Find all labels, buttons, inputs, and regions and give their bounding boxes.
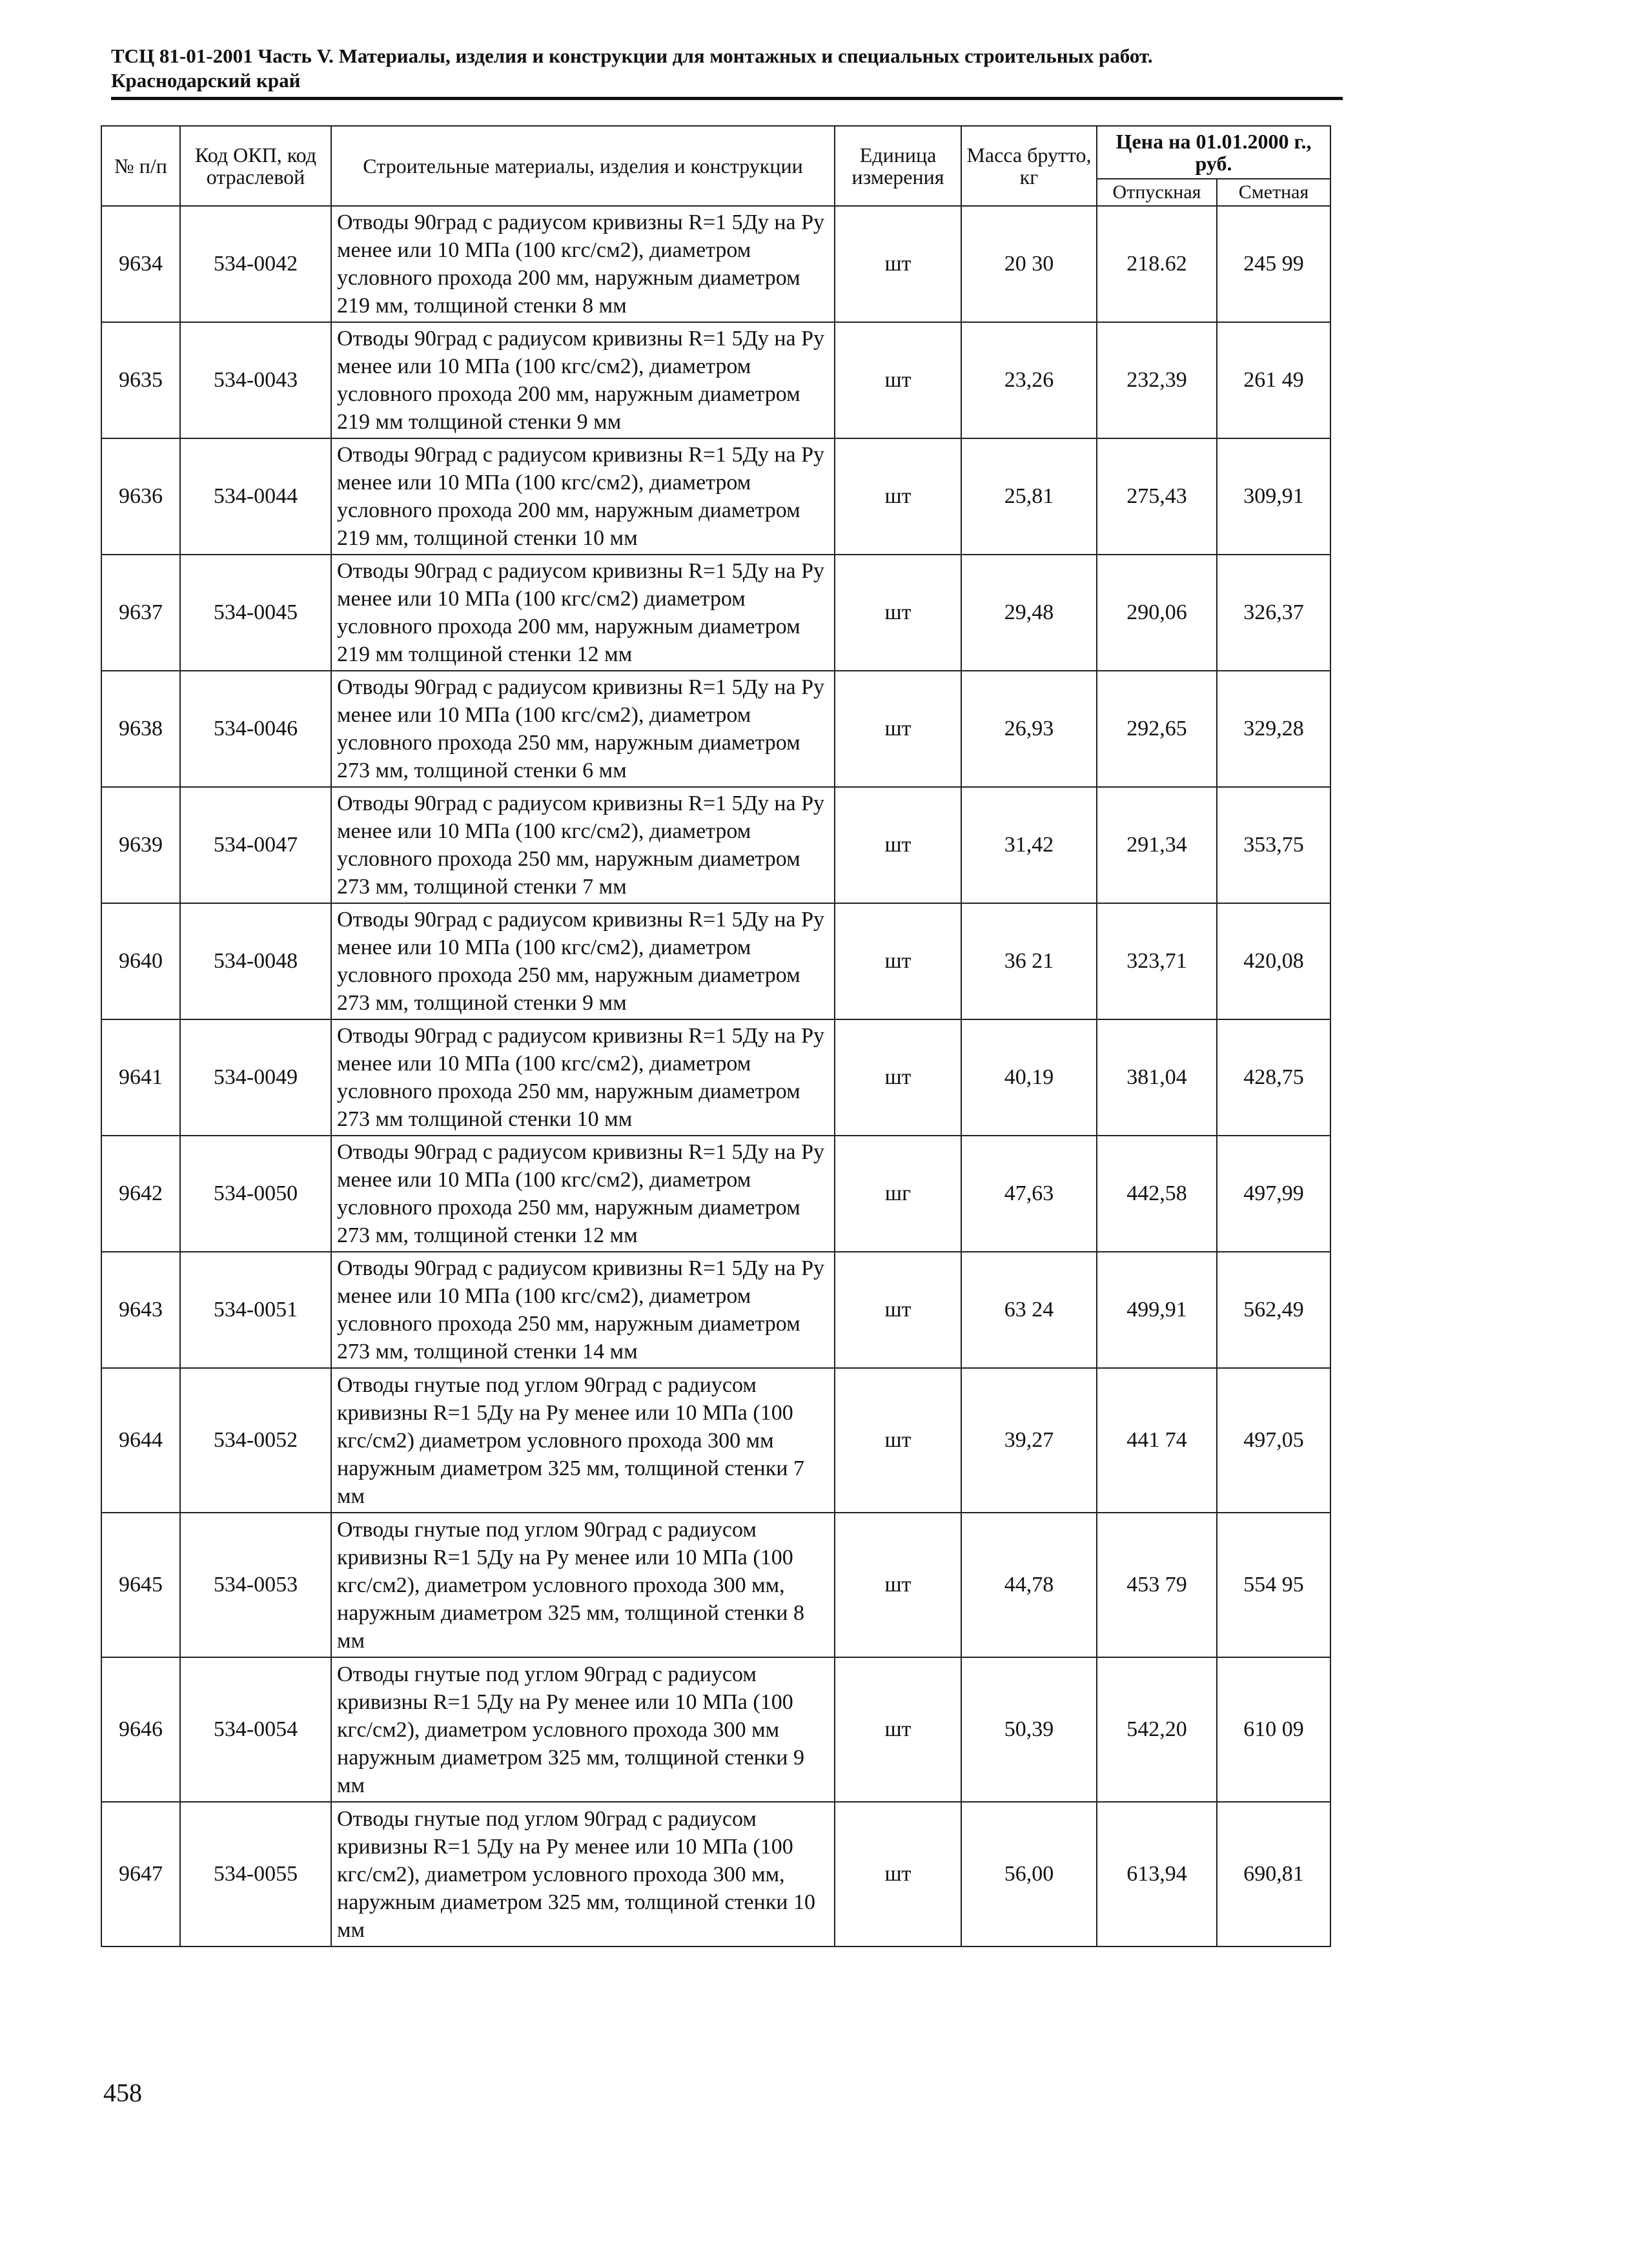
cell-unit: шт <box>835 1657 961 1802</box>
cell-code: 534-0045 <box>180 555 331 671</box>
price-table <box>101 125 1331 1947</box>
table-body <box>101 206 1330 1946</box>
cell-price-release: 613,94 <box>1097 1802 1217 1946</box>
table-row <box>101 787 1330 903</box>
header-price-release: Отпускная <box>1097 179 1217 206</box>
cell-mass: 36 21 <box>961 903 1097 1019</box>
table-row <box>101 322 1330 438</box>
cell-price-release: 291,34 <box>1097 787 1217 903</box>
cell-description: Отводы 90град с радиусом кривизны R=1 5Ду на Ру менее или 10 МПа (100 кгс/см2), диаметром условного прохода 250 мм, наружным диаметром 273 мм толщиной стенки 10 мм <box>331 1019 835 1136</box>
cell-price-estimate: 420,08 <box>1217 903 1330 1019</box>
header-num: № п/п <box>101 126 180 206</box>
cell-mass: 63 24 <box>961 1252 1097 1368</box>
cell-price-estimate: 245 99 <box>1217 206 1330 322</box>
cell-code: 534-0048 <box>180 903 331 1019</box>
cell-unit: шт <box>835 1513 961 1657</box>
cell-mass: 25,81 <box>961 438 1097 555</box>
cell-description: Отводы 90град с радиусом кривизны R=1 5Ду на Ру менее или 10 МПа (100 кгс/см2), диаметром условного прохода 200 мм, наружным диаметром 219 мм, толщиной стенки 10 мм <box>331 438 835 555</box>
cell-price-estimate: 690,81 <box>1217 1802 1330 1946</box>
cell-code: 534-0049 <box>180 1019 331 1136</box>
cell-code: 534-0051 <box>180 1252 331 1368</box>
cell-mass: 50,39 <box>961 1657 1097 1802</box>
header-okp: Код ОКП, код отраслевой <box>180 126 331 206</box>
cell-num: 9642 <box>101 1136 180 1252</box>
cell-mass: 47,63 <box>961 1136 1097 1252</box>
cell-num: 9646 <box>101 1657 180 1802</box>
cell-price-estimate: 562,49 <box>1217 1252 1330 1368</box>
table-row <box>101 671 1330 787</box>
cell-mass: 20 30 <box>961 206 1097 322</box>
cell-mass: 26,93 <box>961 671 1097 787</box>
header-mass: Масса брутто, кг <box>961 126 1097 206</box>
cell-price-release: 290,06 <box>1097 555 1217 671</box>
header-unit: Единица измерения <box>835 126 961 206</box>
table-row <box>101 1802 1330 1946</box>
cell-mass: 39,27 <box>961 1368 1097 1513</box>
cell-unit: шт <box>835 1802 961 1946</box>
region-title: Краснодарский край <box>111 69 301 92</box>
cell-unit: шт <box>835 322 961 438</box>
cell-price-estimate: 497,05 <box>1217 1368 1330 1513</box>
cell-mass: 56,00 <box>961 1802 1097 1946</box>
table-row <box>101 1657 1330 1802</box>
cell-num: 9644 <box>101 1368 180 1513</box>
cell-description: Отводы 90град с радиусом кривизны R=1 5Ду на Ру менее или 10 МПа (100 кгс/см2), диаметром условного прохода 250 мм, наружным диаметром 273 мм, толщиной стенки 9 мм <box>331 903 835 1019</box>
cell-code: 534-0046 <box>180 671 331 787</box>
cell-unit: шт <box>835 206 961 322</box>
cell-code: 534-0047 <box>180 787 331 903</box>
cell-unit: шт <box>835 671 961 787</box>
cell-num: 9647 <box>101 1802 180 1946</box>
cell-code: 534-0044 <box>180 438 331 555</box>
table-row <box>101 1368 1330 1513</box>
cell-price-estimate: 309,91 <box>1217 438 1330 555</box>
cell-price-release: 232,39 <box>1097 322 1217 438</box>
cell-unit: шт <box>835 1368 961 1513</box>
cell-num: 9634 <box>101 206 180 322</box>
page-number: 458 <box>103 2078 142 2107</box>
cell-price-estimate: 428,75 <box>1217 1019 1330 1136</box>
cell-mass: 31,42 <box>961 787 1097 903</box>
cell-price-release: 275,43 <box>1097 438 1217 555</box>
cell-unit: шг <box>835 1136 961 1252</box>
cell-num: 9638 <box>101 671 180 787</box>
cell-price-release: 542,20 <box>1097 1657 1217 1802</box>
cell-description: Отводы 90град с радиусом кривизны R=1 5Ду на Ру менее или 10 МПа (100 кгс/см2), диаметром условного прохода 200 мм, наружным диаметром 219 мм толщиной стенки 9 мм <box>331 322 835 438</box>
cell-unit: шт <box>835 438 961 555</box>
cell-price-release: 442,58 <box>1097 1136 1217 1252</box>
cell-price-estimate: 610 09 <box>1217 1657 1330 1802</box>
cell-price-estimate: 554 95 <box>1217 1513 1330 1657</box>
document-title: ТСЦ 81-01-2001 Часть V. Материалы, изделия и конструкции для монтажных и специальных строительных работ. <box>111 45 1153 67</box>
cell-description: Отводы гнутые под углом 90град с радиусом кривизны R=1 5Ду на Ру менее или 10 МПа (100 кгс/см2), диаметром условного прохода 300 мм наружным диаметром 325 мм, толщиной стенки 9 мм <box>331 1657 835 1802</box>
cell-unit: шт <box>835 1019 961 1136</box>
cell-code: 534-0055 <box>180 1802 331 1946</box>
cell-code: 534-0050 <box>180 1136 331 1252</box>
cell-description: Отводы 90град с радиусом кривизны R=1 5Ду на Ру менее или 10 МПа (100 кгс/см2), диаметром условного прохода 250 мм, наружным диаметром 273 мм, толщиной стенки 6 мм <box>331 671 835 787</box>
cell-mass: 29,48 <box>961 555 1097 671</box>
table-row <box>101 1136 1330 1252</box>
cell-unit: шт <box>835 787 961 903</box>
page-header <box>111 44 1338 93</box>
cell-price-estimate: 326,37 <box>1217 555 1330 671</box>
cell-num: 9635 <box>101 322 180 438</box>
cell-price-release: 441 74 <box>1097 1368 1217 1513</box>
cell-unit: шт <box>835 555 961 671</box>
table-row <box>101 1252 1330 1368</box>
cell-description: Отводы 90град с радиусом кривизны R=1 5Ду на Ру менее или 10 МПа (100 кгс/см2), диаметром условного прохода 250 мм, наружным диаметром 273 мм, толщиной стенки 12 мм <box>331 1136 835 1252</box>
table-row <box>101 555 1330 671</box>
cell-code: 534-0043 <box>180 322 331 438</box>
table-row <box>101 438 1330 555</box>
header-price-group: Цена на 01.01.2000 г., руб. <box>1097 126 1330 179</box>
cell-mass: 40,19 <box>961 1019 1097 1136</box>
cell-description: Отводы 90град с радиусом кривизны R=1 5Ду на Ру менее или 10 МПа (100 кгс/см2) диаметром условного прохода 200 мм, наружным диаметром 219 мм толщиной стенки 12 мм <box>331 555 835 671</box>
cell-description: Отводы 90град с радиусом кривизны R=1 5Ду на Ру менее или 10 МПа (100 кгс/см2), диаметром условного прохода 200 мм, наружным диаметром 219 мм, толщиной стенки 8 мм <box>331 206 835 322</box>
cell-num: 9636 <box>101 438 180 555</box>
cell-price-release: 381,04 <box>1097 1019 1217 1136</box>
cell-price-release: 453 79 <box>1097 1513 1217 1657</box>
cell-description: Отводы гнутые под углом 90град с радиусом кривизны R=1 5Ду на Ру менее или 10 МПа (100 кгс/см2) диаметром условного прохода 300 мм наружным диаметром 325 мм, толщиной стенки 7 мм <box>331 1368 835 1513</box>
cell-description: Отводы 90град с радиусом кривизны R=1 5Ду на Ру менее или 10 МПа (100 кгс/см2), диаметром условного прохода 250 мм, наружным диаметром 273 мм, толщиной стенки 7 мм <box>331 787 835 903</box>
cell-unit: шт <box>835 1252 961 1368</box>
cell-code: 534-0053 <box>180 1513 331 1657</box>
cell-num: 9639 <box>101 787 180 903</box>
table-row <box>101 206 1330 322</box>
cell-code: 534-0052 <box>180 1368 331 1513</box>
cell-price-estimate: 353,75 <box>1217 787 1330 903</box>
cell-num: 9640 <box>101 903 180 1019</box>
cell-num: 9643 <box>101 1252 180 1368</box>
cell-price-estimate: 329,28 <box>1217 671 1330 787</box>
cell-price-estimate: 497,99 <box>1217 1136 1330 1252</box>
cell-code: 534-0054 <box>180 1657 331 1802</box>
cell-num: 9645 <box>101 1513 180 1657</box>
cell-mass: 23,26 <box>961 322 1097 438</box>
cell-price-release: 323,71 <box>1097 903 1217 1019</box>
cell-num: 9641 <box>101 1019 180 1136</box>
cell-num: 9637 <box>101 555 180 671</box>
header-name: Строительные материалы, изделия и конструкции <box>331 126 835 206</box>
header-price-estimate: Сметная <box>1217 179 1330 206</box>
cell-mass: 44,78 <box>961 1513 1097 1657</box>
table-row <box>101 1513 1330 1657</box>
header-divider <box>111 97 1343 100</box>
cell-price-release: 292,65 <box>1097 671 1217 787</box>
cell-description: Отводы гнутые под углом 90град с радиусом кривизны R=1 5Ду на Ру менее или 10 МПа (100 кгс/см2), диаметром условного прохода 300 мм, наружным диаметром 325 мм, толщиной стенки 8 мм <box>331 1513 835 1657</box>
cell-unit: шт <box>835 903 961 1019</box>
cell-description: Отводы 90град с радиусом кривизны R=1 5Ду на Ру менее или 10 МПа (100 кгс/см2), диаметром условного прохода 250 мм, наружным диаметром 273 мм, толщиной стенки 14 мм <box>331 1252 835 1368</box>
cell-code: 534-0042 <box>180 206 331 322</box>
cell-price-release: 499,91 <box>1097 1252 1217 1368</box>
table-row <box>101 1019 1330 1136</box>
cell-description: Отводы гнутые под углом 90град с радиусом кривизны R=1 5Ду на Ру менее или 10 МПа (100 кгс/см2), диаметром условного прохода 300 мм, наружным диаметром 325 мм, толщиной стенки 10 мм <box>331 1802 835 1946</box>
table-row <box>101 903 1330 1019</box>
cell-price-estimate: 261 49 <box>1217 322 1330 438</box>
table-header-row <box>101 126 1330 179</box>
cell-price-release: 218.62 <box>1097 206 1217 322</box>
